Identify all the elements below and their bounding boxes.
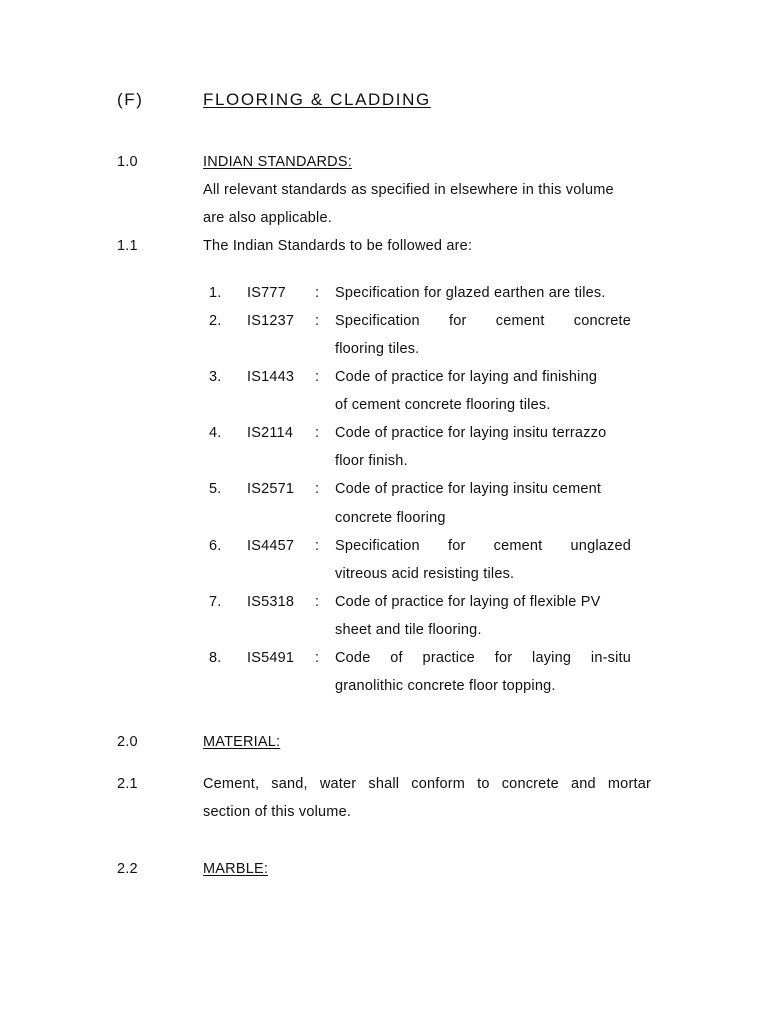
separator-colon: :: [315, 425, 320, 441]
list-item-number: 8.: [209, 650, 222, 666]
standard-description: Specification for cement unglazed: [335, 538, 631, 554]
clause-number: 2.1: [117, 776, 138, 792]
separator-colon: :: [315, 650, 320, 666]
section-label: (F): [117, 90, 144, 109]
standard-code: IS1237: [247, 313, 295, 329]
standard-code: IS777: [247, 285, 286, 301]
standard-code: IS4457: [247, 538, 295, 554]
clause-number: 1.1: [117, 238, 138, 254]
paragraph-line: All relevant standards as specified in elsewhere in this volume: [203, 182, 614, 198]
standard-description-cont: granolithic concrete floor topping.: [335, 678, 556, 694]
standard-description: Code of practice for laying insitu cement: [335, 481, 602, 497]
standard-description-cont: concrete flooring: [335, 510, 446, 526]
list-item-number: 4.: [209, 425, 222, 441]
standard-description: Code of practice for laying and finishing: [335, 369, 598, 385]
standard-description-cont: sheet and tile flooring.: [335, 622, 482, 638]
standard-description: Specification for glazed earthen are tiles.: [335, 285, 606, 301]
standard-code: IS2571: [247, 481, 295, 497]
list-item-number: 2.: [209, 313, 222, 329]
section-title: FLOORING & CLADDING: [203, 90, 431, 109]
separator-colon: :: [315, 369, 320, 385]
clause-heading: MARBLE:: [203, 861, 269, 877]
separator-colon: :: [315, 313, 320, 329]
standard-description: Specification for cement concrete: [335, 313, 631, 329]
list-item-number: 6.: [209, 538, 222, 554]
clause-number: 1.0: [117, 154, 138, 170]
standard-description-cont: floor finish.: [335, 453, 408, 469]
paragraph-line: The Indian Standards to be followed are:: [203, 238, 473, 254]
standard-description: Code of practice for laying of flexible PV: [335, 594, 601, 610]
standard-description-cont: flooring tiles.: [335, 341, 420, 357]
separator-colon: :: [315, 481, 320, 497]
clause-number: 2.0: [117, 734, 138, 750]
list-item-number: 5.: [209, 481, 222, 497]
standard-description-cont: vitreous acid resisting tiles.: [335, 566, 515, 582]
list-item-number: 1.: [209, 285, 222, 301]
separator-colon: :: [315, 538, 320, 554]
standard-code: IS1443: [247, 369, 295, 385]
standard-description: Code of practice for laying insitu terrazzo: [335, 425, 607, 441]
separator-colon: :: [315, 594, 320, 610]
standard-description-cont: of cement concrete flooring tiles.: [335, 397, 551, 413]
standard-code: IS5318: [247, 594, 295, 610]
clause-heading: MATERIAL:: [203, 734, 281, 750]
standard-description: Code of practice for laying in-situ: [335, 650, 631, 666]
standard-code: IS5491: [247, 650, 295, 666]
paragraph-line: section of this volume.: [203, 804, 352, 820]
paragraph-line: Cement, sand, water shall conform to concrete and mortar: [203, 776, 651, 792]
clause-number: 2.2: [117, 861, 138, 877]
list-item-number: 7.: [209, 594, 222, 610]
paragraph-line: are also applicable.: [203, 210, 332, 226]
separator-colon: :: [315, 285, 320, 301]
standard-code: IS2114: [247, 425, 294, 441]
list-item-number: 3.: [209, 369, 222, 385]
clause-heading: INDIAN STANDARDS:: [203, 154, 352, 170]
